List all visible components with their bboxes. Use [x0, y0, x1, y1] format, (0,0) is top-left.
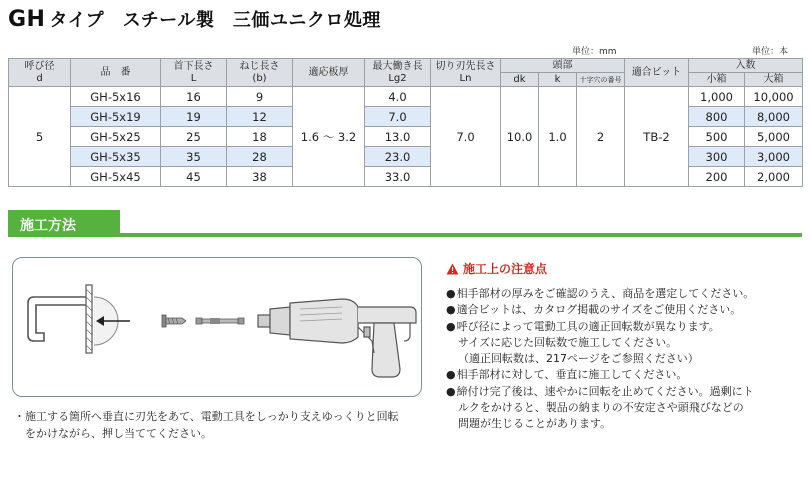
th-max-work: 最大働き長 Lg2: [365, 59, 431, 87]
screw-icon: [162, 315, 186, 327]
cell-L: 16: [161, 87, 227, 107]
caution-list: [446, 286, 806, 433]
cell-product: GH-5x25: [71, 127, 161, 147]
cell-cut: 7.0: [431, 87, 501, 187]
th-cross: 十字穴の番号: [577, 73, 625, 87]
cell-b: 9: [227, 87, 293, 107]
cell-lg2: 7.0: [365, 107, 431, 127]
driver-bit-icon: [196, 318, 244, 324]
page-title: [8, 6, 381, 32]
th-k: k: [539, 73, 577, 87]
unit-mm-label: 単位：mm: [572, 47, 617, 57]
list-item: （適正回転数は、217ページをご参照ください）: [458, 352, 699, 366]
note-line: をかけながら、押し当ててください。: [14, 427, 212, 440]
warning-icon: [446, 263, 459, 275]
th-thread: ねじ長さ (b): [227, 59, 293, 87]
caution-title: [446, 260, 547, 277]
spec-table: [8, 58, 803, 187]
th-product: 品 番: [71, 59, 161, 87]
caution-title-text: 施工上の注意点: [463, 262, 548, 276]
title-text: タイプ スチール製 三価ユニクロ処理: [49, 10, 381, 31]
cell-b: 28: [227, 147, 293, 167]
list-item: ●相手部材の厚みをご確認のうえ、商品を選定してください。: [446, 287, 755, 300]
cell-product: GH-5x16: [71, 87, 161, 107]
list-item: ルクをかけると、製品の納まりの不安定さや頭飛びなどの: [458, 401, 744, 415]
cell-L: 45: [161, 167, 227, 187]
cell-small: 800: [689, 107, 745, 127]
list-item: ●適合ビットは、カタログ掲載のサイズをご使用ください。: [446, 303, 742, 317]
th-small-box: 小箱: [689, 73, 745, 87]
plate-wall: [86, 285, 92, 353]
cell-product: GH-5x35: [71, 147, 161, 167]
list-item: ●相手部材に対して、垂直に施工してください。: [446, 368, 688, 382]
cell-small: 1,000: [689, 87, 745, 107]
drill-diagram: [12, 257, 422, 397]
power-drill-icon: [258, 299, 416, 377]
cell-nominal: 5: [9, 87, 71, 187]
list-item: ●呼び径によって電動工具の適正回転数が異なります。: [446, 319, 720, 333]
cell-k: 1.0: [539, 87, 577, 187]
note-line: ・施工する箇所へ垂直に刃先をあて、電動工具をしっかり支えゆっくりと回転: [14, 410, 399, 423]
cell-dk: 10.0: [501, 87, 539, 187]
cell-b: 12: [227, 107, 293, 127]
table-row: [9, 87, 803, 107]
cell-lg2: 4.0: [365, 87, 431, 107]
cell-b: 18: [227, 127, 293, 147]
cell-small: 500: [689, 127, 745, 147]
cell-large: 5,000: [745, 127, 803, 147]
cell-large: 8,000: [745, 107, 803, 127]
cell-large: 2,000: [745, 167, 803, 187]
cell-small: 300: [689, 147, 745, 167]
list-item: サイズに応じた回転数で施工してください。: [458, 335, 678, 349]
cell-lg2: 13.0: [365, 127, 431, 147]
th-bit: 適合ビット: [625, 59, 689, 87]
cell-plate: 1.6 ～ 3.2: [293, 87, 365, 187]
th-cut: 切り刃先長さ Ln: [431, 59, 501, 87]
th-large-box: 大箱: [745, 73, 803, 87]
cell-b: 38: [227, 167, 293, 187]
cell-product: GH-5x19: [71, 107, 161, 127]
steel-channel: [28, 297, 86, 341]
th-head: 頭部: [501, 59, 625, 73]
cell-L: 25: [161, 127, 227, 147]
section-rule: [120, 233, 802, 237]
series-name: GH: [8, 7, 46, 32]
cell-product: GH-5x45: [71, 167, 161, 187]
th-plate: 適応板厚: [293, 59, 365, 87]
cell-L: 19: [161, 107, 227, 127]
list-item: 問題が生じることがあります。: [458, 417, 612, 431]
list-item: ●締付け完了後は、速やかに回転を止めてください。過剰にト: [446, 384, 754, 398]
cell-small: 200: [689, 167, 745, 187]
cell-lg2: 33.0: [365, 167, 431, 187]
cell-bit: TB-2: [625, 87, 689, 187]
cell-lg2: 23.0: [365, 147, 431, 167]
cell-cross: 2: [577, 87, 625, 187]
installation-note: [14, 408, 424, 442]
unit-pcs-label: 単位：本: [752, 47, 789, 57]
th-nominal: 呼び径 d: [9, 59, 71, 87]
th-dk: dk: [501, 73, 539, 87]
cell-large: 3,000: [745, 147, 803, 167]
section-title: 施工方法: [8, 210, 120, 237]
th-qty: 入数: [689, 59, 803, 73]
cell-large: 10,000: [745, 87, 803, 107]
th-under-head: 首下長さ L: [161, 59, 227, 87]
installation-illustration: [12, 257, 422, 397]
section-header: [8, 210, 802, 237]
cell-L: 35: [161, 147, 227, 167]
